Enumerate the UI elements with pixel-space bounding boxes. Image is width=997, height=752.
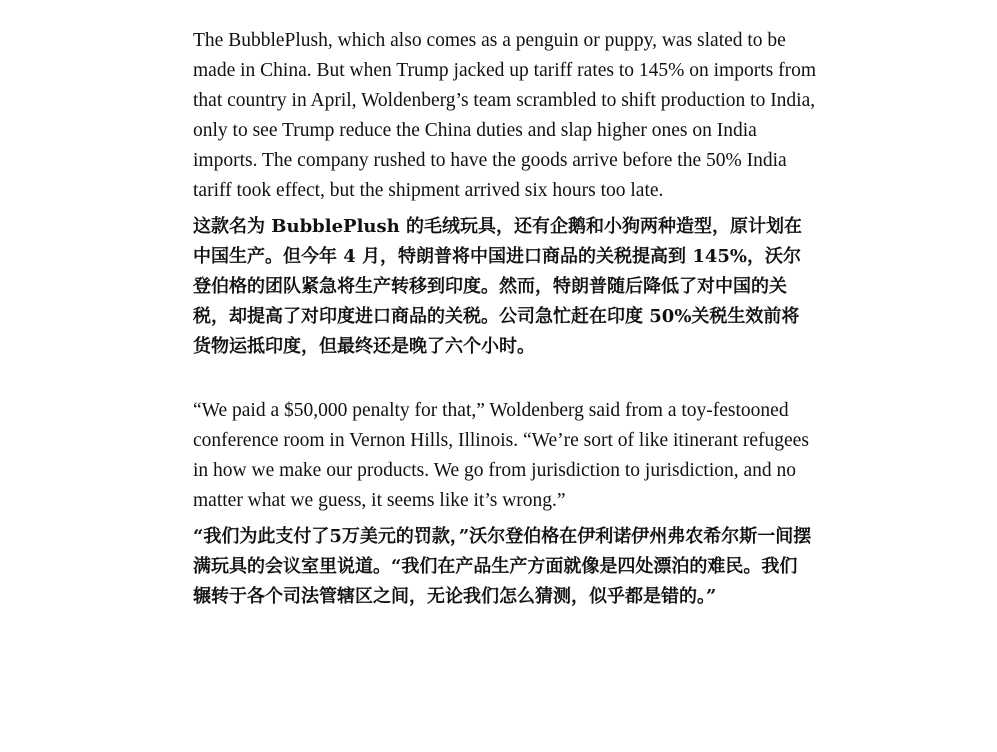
article-body	[193, 26, 823, 612]
paragraph-english-1: The BubblePlush, which also comes as a penguin or puppy, was slated to be made in China. But when Trump jacked up tariff rates to 145% on imports from that country in April, Woldenberg’s team scrambled to shift production to India, only to see Trump reduce the China duties and slap higher ones on India imports. The company rushed to have the goods arrive before the 50% India tariff took effect, but the shipment arrived six hours too late.	[193, 30, 817, 201]
paragraph-spacer	[193, 362, 823, 396]
paragraph-english-2: “We paid a $50,000 penalty for that,” Woldenberg said from a toy-festooned conference room in Vernon Hills, Illinois. “We’re sort of like itinerant refugees in how we make our products. We go from jurisdiction to jurisdiction, and no matter what we guess, it seems like it’s wrong.”	[193, 400, 809, 511]
paragraph-chinese-2: “我们为此支付了5万美元的罚款，”沃尔登伯格在伊利诺伊州弗农希尔斯一间摆满玩具的会议室里说道。“我们在产品生产方面就像是四处漂泊的难民。我们辗转于各个司法管辖区之间，无论我们怎么猜测，似乎都是错的。”	[193, 526, 812, 607]
paragraph-chinese-1: 这款名为 BubblePlush 的毛绒玩具，还有企鹅和小狗两种造型，原计划在中国生产。但今年 4 月，特朗普将中国进口商品的关税提高到 145%，沃尔登伯格的团队紧急将生产转移到印度。然而，特朗普随后降低了对中国的关税，却提高了对印度进口商品的关税。公司急忙赶在印度 50%关税生效前将货物运抵印度，但最终还是晚了六个小时。	[193, 216, 802, 357]
